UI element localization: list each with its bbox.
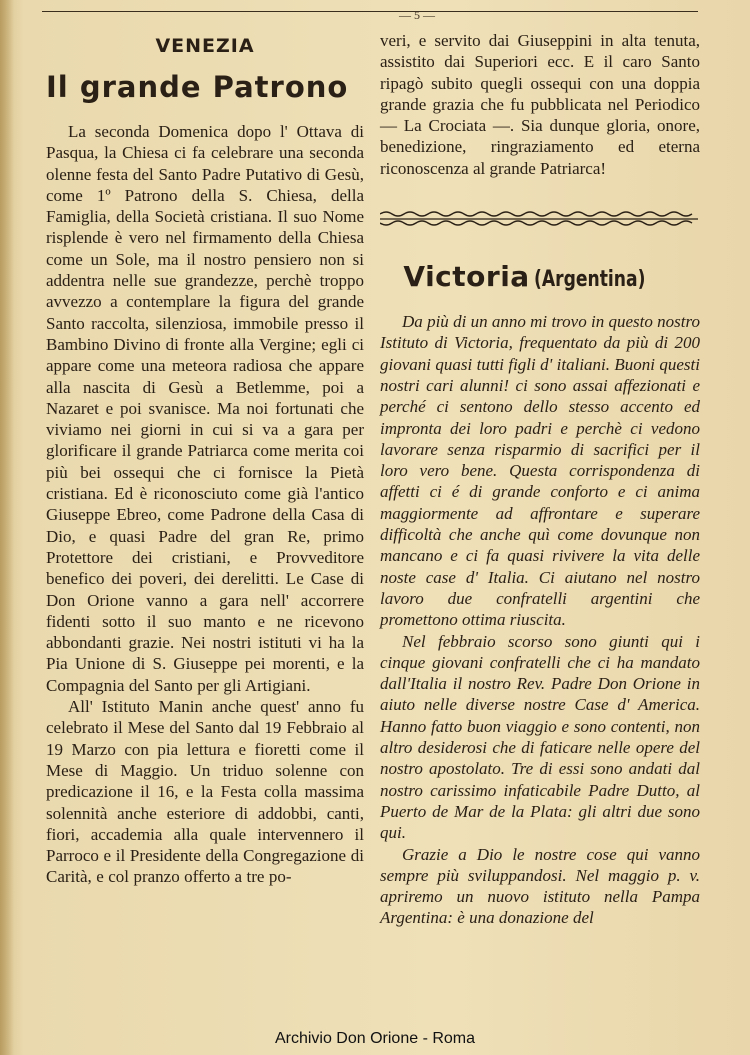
right-column [380,30,700,929]
article-paragraph: Da più di un anno mi trovo in questo nostro Istituto di Victoria, frequentato da più di 200 giovani quasi tutti figli d' italiani. Buoni questi nostri cari alunni! ci sono assai affezionati e perché ci sentono dello stesso accento ed impronta dei loro padri e perchè ci vedono lavorare senza risparmio di sacrifici per il loro vero bene. Questa corrispondenza di affetti ci é di grande conforto e ci anima maggiormente ad affrontare e superare difficoltà che anche quì come dovunque non mancano e ci fa quasi rivivere la vita delle noste case d' Italia. Ci aiutano nel nostro lavoro due confratelli argentini che promettono ottima riuscita. [380,312,700,630]
article-paragraph: Grazie a Dio le nostre cose qui vanno sempre più sviluppandosi. Nel maggio p. v. apriremo un nuovo istituto nella Pampa Argentina: è una donazione del [380,844,700,928]
article-title: Il grande Patrono [46,70,349,104]
article-paragraph: Nel febbraio scorso sono giunti qui i cinque giovani confratelli che ci ha mandato dall'Italia il nostro Rev. Padre Don Orione in aiuto nelle diverse nostre Case d' America. Hanno fatto buon viaggio e sono contenti, non altro desiderosi che di faticare nelle opere del nostro apostolato. Tre di essi sono andati dal nostro carissimo infaticabile Padre Dutto, al Puerto de Mar de la Plata: gli altri due sono qui. [380,631,700,843]
article-title [380,260,700,293]
ornamental-divider [380,209,698,227]
letter-body [380,311,700,929]
binding-shadow [0,0,14,1055]
article-title-sub: (Argentina) [533,267,646,293]
archive-footer: Archivio Don Orione - Roma [274,1030,476,1047]
article-continuation: veri, e servito dai Giuseppini in alta tenuta, assistito dai Superiori ecc. E il caro Santo ripagò subito quegli ossequi con una doppia grande grazia che fu pubblicata nel Periodico — La Crociata —. Sia dunque gloria, onore, benedizione, ringraziamento ed eterna riconoscenza al grande Patriarca! [380,31,700,178]
article-title-main: Victoria [403,260,530,294]
page-number: — 5 — [399,8,435,22]
article-paragraph: All' Istituto Manin anche quest' anno fu celebrato il Mese del Santo dal 19 Febbraio al 19 Marzo con pia lettura e fioretti come il Mese di Maggio. Un triduo solenne con predicazione il 16, e la Festa colla massima solennità anche esteriore di addobbi, canti, fiori, accademia alla quale intervennero il Parroco e il Presidente della Congregazione di Carità, e col pranzo offerto a tre po- [46,697,364,887]
article-paragraph: La seconda Domenica dopo l' Ottava di Pasqua, la Chiesa ci fa celebrare una seconda olenne festa del Santo Padre Putativo di Gesù, come 1º Patrono della S. Chiesa, della Famiglia, della Società cristiana. Il suo Nome risplende è vero nel firmamento della Chiesa come un Sole, ma il nostro pensiero non si addentra nelle sue grandezze, perchè troppo avvezzo a contemplare la figura del grande Santo raccolta, silenziosa, immobile presso il Bambino Divino di fronte alla Vergine; egli ci appare come una meteora radiosa che appare alla nascita di Gesù a Betlemme, poi a Nazaret e poi svanisce. Ma noi fortunati che viviamo nei giorni in cui si va a gara per glorificare il grande Patriarca come merita coi più bei ossequi che ci fornisce la Pietà cristiana. Ed è riconosciuto come già l'antico Giuseppe Ebreo, come Padrone della Casa di Dio, e quasi Padre del gran Re, primo Protettore dei cristiani, e Provveditore benefico dei poveri, dei derelitti. Le Case di Don Orione vanno a gara nell' accorrere fidenti sotto il suo manto e ne ricevono abbondanti grazie. Nei nostri istituti vi ha la Pia Unione di S. Giuseppe pei morenti, e la Compagnia del Santo per gli Artigiani. [46,122,364,695]
left-column [46,30,364,888]
header-rule [42,8,698,22]
section-city-heading: VENEZIA [155,35,255,57]
